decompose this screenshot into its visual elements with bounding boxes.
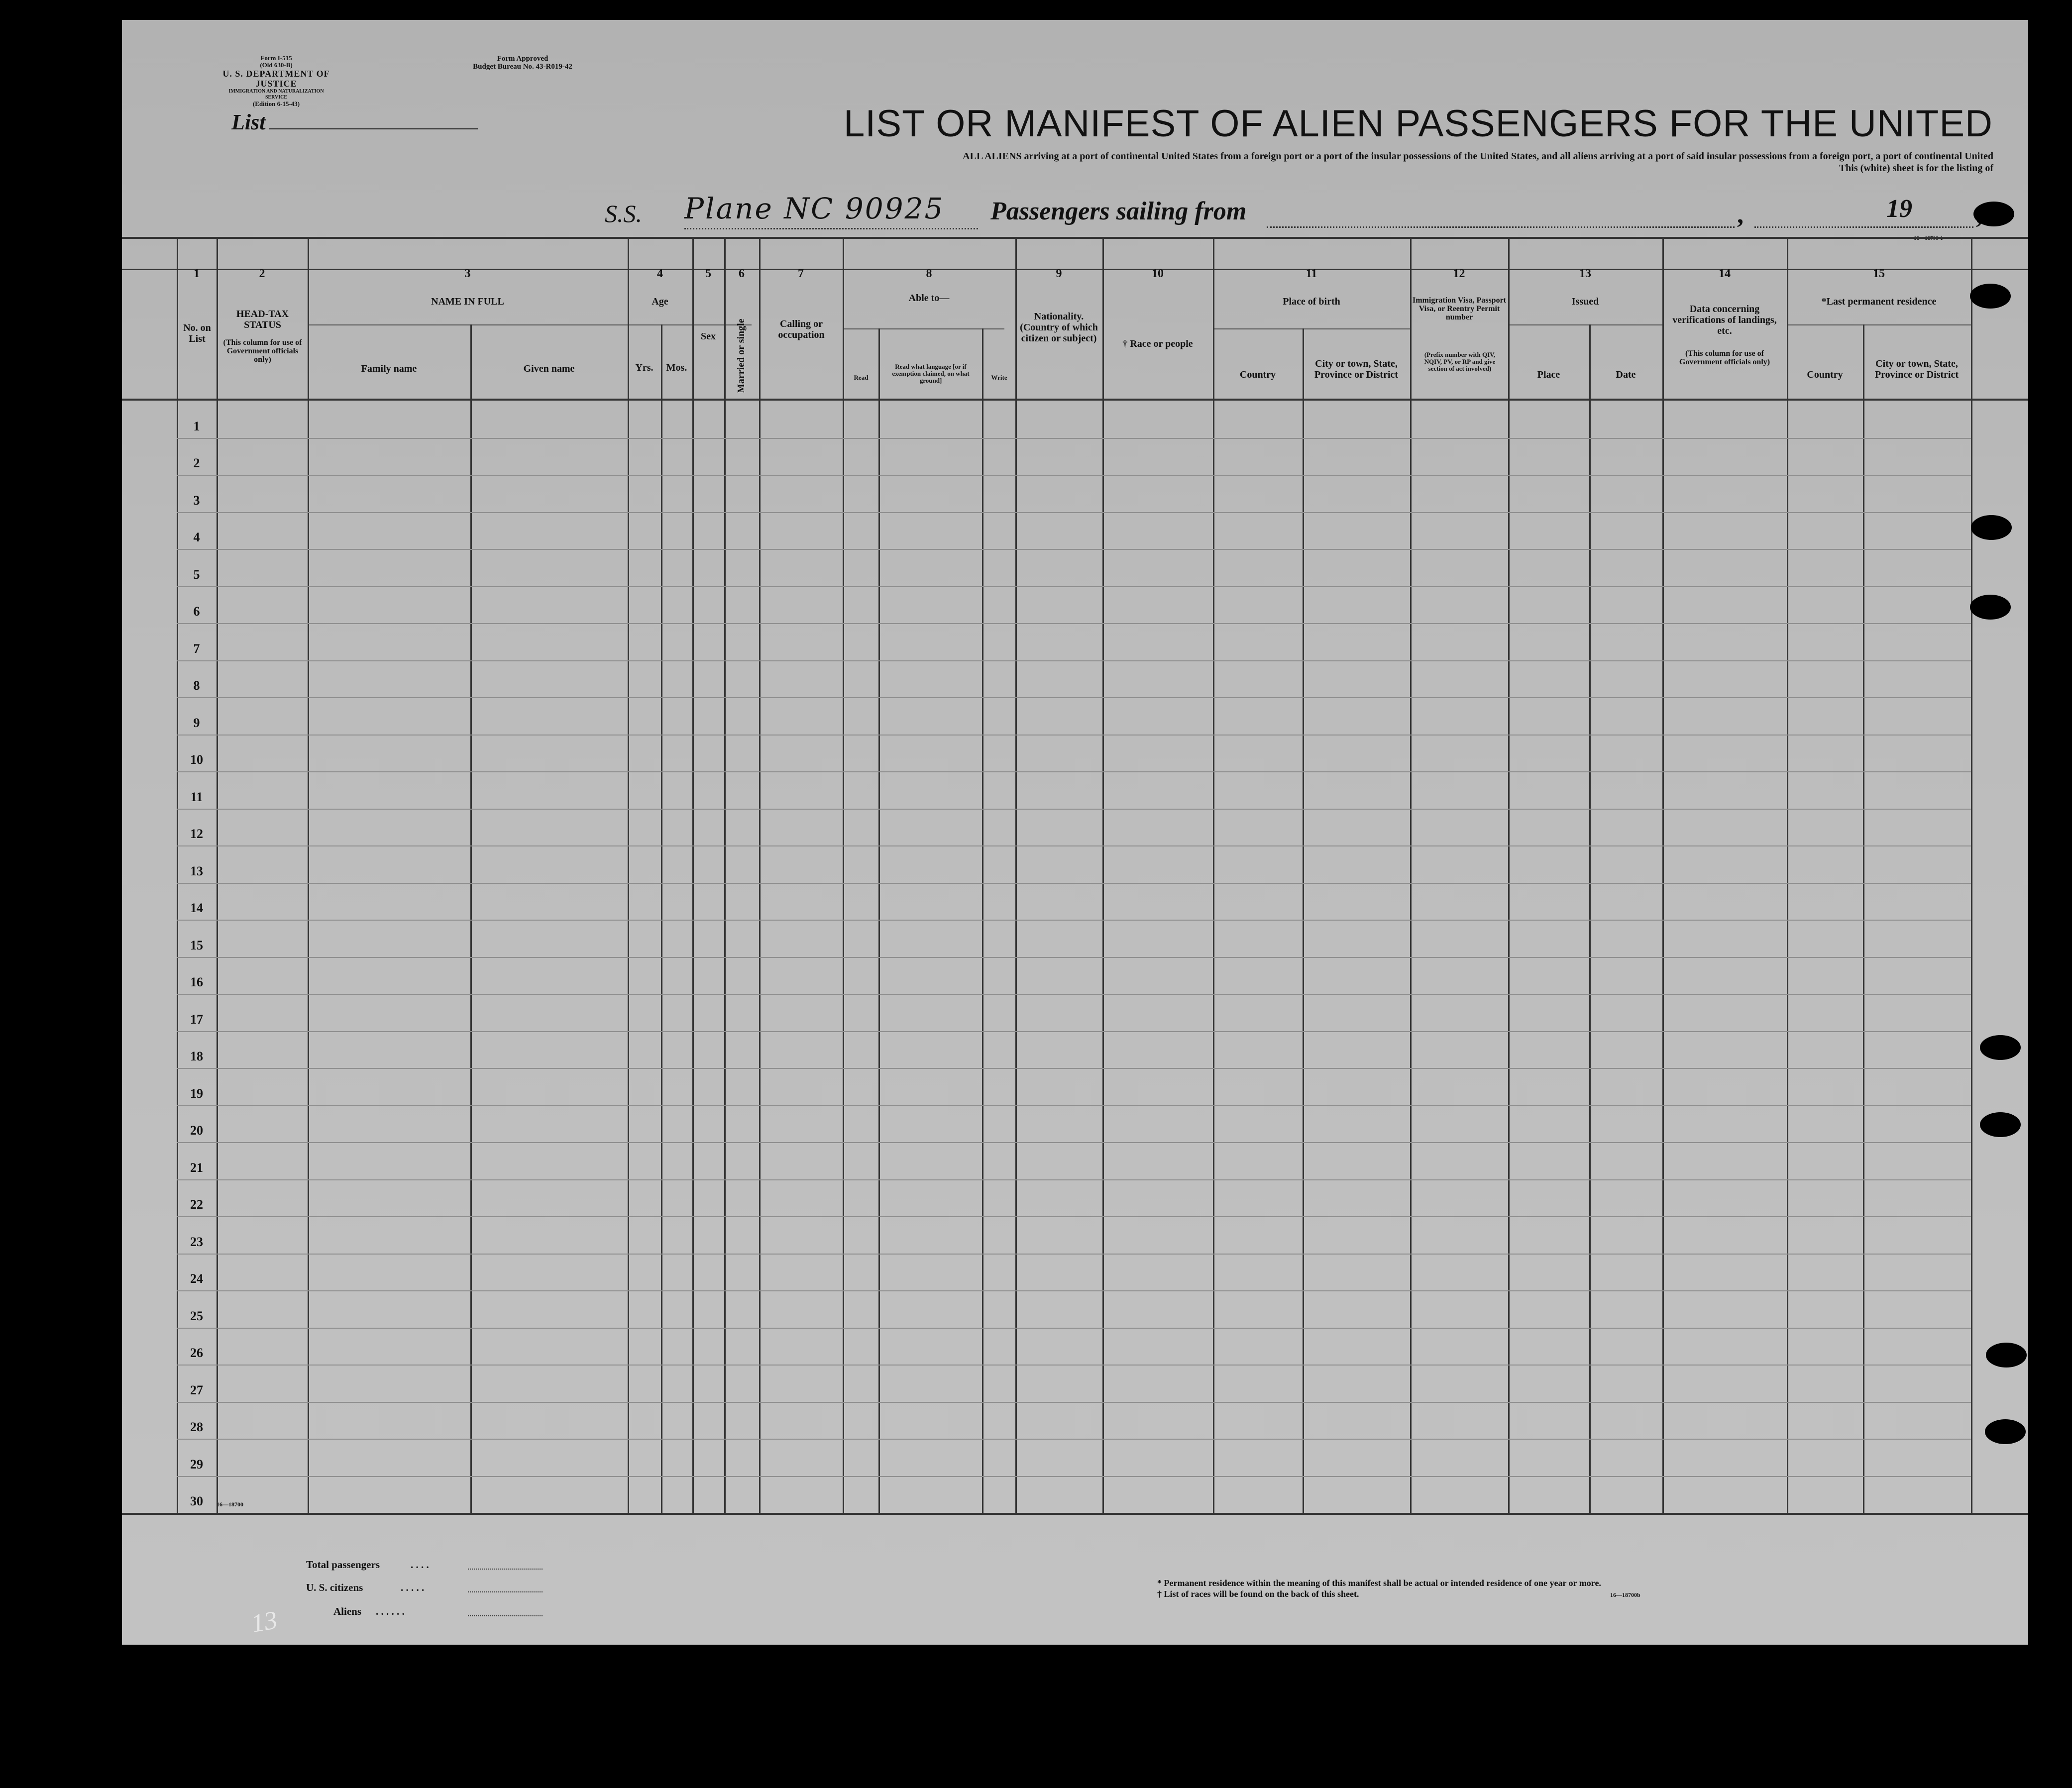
row-divider — [177, 771, 1971, 772]
column-number: 5 — [705, 267, 711, 280]
header-race: † Race or people — [1122, 338, 1193, 349]
footnote-print-code: 16—18700b — [1610, 1591, 1640, 1598]
sailing-from-label: Passengers sailing from — [990, 197, 1247, 225]
row-number: 25 — [190, 1309, 203, 1323]
col-border — [1662, 237, 1664, 1514]
header-issued: Issued — [1571, 296, 1599, 307]
row-divider — [177, 475, 1971, 476]
col-border — [1213, 237, 1214, 1514]
row-number: 3 — [193, 493, 200, 508]
column-number: 14 — [1719, 267, 1731, 280]
row-number: 29 — [190, 1457, 203, 1472]
row-number: 2 — [193, 456, 200, 470]
col-border — [628, 237, 629, 1514]
approval-text: Form Approved — [497, 55, 548, 63]
us-citizens-field[interactable] — [468, 1591, 543, 1592]
header-given-name: Given name — [523, 363, 575, 374]
row-divider — [177, 845, 1971, 846]
header-age-months: Mos. — [666, 362, 687, 373]
header-data-note: (This column for use of Government officials only) — [1679, 349, 1770, 366]
header-head-tax-note: (This column for use of Government officials only) — [223, 338, 302, 364]
col-border — [692, 237, 694, 1514]
service-name: IMMIGRATION AND NATURALIZATION SERVICE — [228, 89, 324, 100]
column-number: 15 — [1873, 267, 1885, 280]
row-number: 21 — [190, 1160, 203, 1175]
form-identification — [219, 55, 333, 107]
row-divider — [177, 697, 1971, 698]
header-sex: Sex — [701, 331, 716, 342]
header-residence-country: Country — [1807, 369, 1843, 380]
column-number: 12 — [1453, 267, 1465, 280]
row-number: 28 — [190, 1420, 203, 1434]
row-divider — [177, 920, 1971, 921]
row-number: 15 — [190, 938, 203, 952]
vessel-name-line — [684, 228, 978, 229]
row-divider — [177, 957, 1971, 958]
row-number: 13 — [190, 864, 203, 878]
punch-hole — [1970, 284, 2011, 309]
row-divider — [177, 1105, 1971, 1106]
row-divider — [177, 994, 1971, 995]
able-subheader-line — [843, 328, 1004, 329]
col-border — [878, 328, 880, 1514]
print-code: 16—18700 — [217, 1501, 243, 1508]
header-read: Read — [854, 374, 869, 381]
row-number: 7 — [193, 641, 200, 656]
row-divider — [177, 1068, 1971, 1069]
list-number-field[interactable] — [269, 128, 478, 129]
ss-label: S.S. — [605, 200, 642, 227]
leader-dots: . . . . . — [401, 1581, 425, 1593]
footnotes — [1157, 1578, 1601, 1599]
row-number: 14 — [190, 901, 203, 915]
header-write: Write — [991, 374, 1007, 381]
punch-hole — [1986, 1343, 2027, 1367]
header-married-single: Married or single — [736, 318, 747, 393]
aliens-field[interactable] — [468, 1615, 543, 1616]
row-divider — [177, 1142, 1971, 1143]
age-subheader-line — [628, 324, 692, 325]
col-border — [1971, 237, 1972, 1514]
department-name: U. S. DEPARTMENT OF JUSTICE — [222, 69, 330, 89]
row-divider — [177, 1031, 1971, 1032]
col-border — [982, 328, 983, 1514]
column-number: 3 — [464, 267, 471, 280]
col-border — [724, 237, 726, 1514]
col-border — [217, 237, 218, 1514]
row-number: 20 — [190, 1123, 203, 1138]
header-head-tax: HEAD-TAX STATUS — [236, 309, 289, 330]
column-number: 8 — [926, 267, 932, 280]
row-divider — [177, 1290, 1971, 1291]
footnote-races: † List of races will be found on the back of this sheet. — [1157, 1589, 1359, 1599]
row-number: 24 — [190, 1271, 203, 1286]
subtitle — [500, 150, 1993, 174]
header-data-concerning: Data concerning verifications of landings, etc. — [1672, 304, 1777, 336]
sailing-port-field[interactable] — [1267, 226, 1735, 228]
form-number: Form I-515 — [260, 54, 292, 62]
row-number: 8 — [193, 678, 200, 693]
row-divider — [177, 549, 1971, 550]
total-passengers-label: Total passengers — [306, 1559, 380, 1571]
header-name-in-full: NAME IN FULL — [431, 296, 504, 307]
col-border — [1303, 328, 1304, 1514]
header-age-years: Yrs. — [635, 362, 654, 373]
row-number: 4 — [193, 530, 200, 544]
col-border — [843, 237, 844, 1514]
row-divider — [177, 883, 1971, 884]
column-number: 7 — [798, 267, 804, 280]
col-border — [1508, 237, 1510, 1514]
header-able-to: Able to— — [908, 293, 950, 304]
leader-dots: . . . . . . — [376, 1605, 405, 1617]
row-number: 9 — [193, 716, 200, 730]
punch-hole — [1971, 515, 2012, 540]
total-passengers-field[interactable] — [468, 1569, 543, 1570]
us-citizens-label: U. S. citizens — [306, 1581, 363, 1593]
col-border — [1102, 237, 1104, 1514]
subtitle-line-2: This (white) sheet is for the listing of — [1839, 163, 1993, 174]
col-border — [1787, 237, 1788, 1514]
row-divider — [177, 586, 1971, 587]
footnote-permanent-residence: * Permanent residence within the meaning of this manifest shall be actual or intended residence of one year or more. — [1157, 1578, 1601, 1588]
row-number: 19 — [190, 1086, 203, 1101]
row-number: 16 — [190, 975, 203, 989]
column-number: 4 — [657, 267, 663, 280]
row-number: 1 — [193, 419, 200, 433]
table-bottom-border — [122, 1513, 2028, 1515]
row-number: 30 — [190, 1494, 203, 1508]
column-number: 10 — [1152, 267, 1164, 280]
form-approval — [440, 55, 605, 71]
col-border — [1015, 237, 1017, 1514]
header-birth-country: Country — [1239, 369, 1276, 380]
col-border — [177, 237, 178, 1514]
header-age: Age — [652, 296, 668, 307]
column-number: 1 — [194, 267, 200, 280]
header-last-residence: *Last permanent residence — [1821, 296, 1937, 307]
header-issued-date: Date — [1616, 369, 1636, 380]
row-divider — [177, 623, 1971, 624]
row-divider — [177, 512, 1971, 513]
manifest-sheet — [122, 20, 2028, 1645]
punch-hole — [1980, 1112, 2021, 1137]
row-divider — [177, 1179, 1971, 1180]
row-number: 22 — [190, 1197, 203, 1212]
row-divider — [177, 1402, 1971, 1403]
row-divider — [177, 735, 1971, 736]
row-number: 17 — [190, 1012, 203, 1027]
sailing-date-field[interactable] — [1754, 226, 1973, 228]
punch-hole — [1973, 202, 2014, 226]
header-nationality: Nationality. (Country of which citizen or subject) — [1020, 311, 1098, 344]
header-calling: Calling or occupation — [778, 318, 825, 340]
row-number: 12 — [190, 827, 203, 841]
header-read-language: Read what language [or if exemption claimed, on what ground] — [892, 363, 970, 384]
header-birth-city: City or town, State, Province or District — [1314, 358, 1399, 380]
row-divider — [177, 438, 1971, 439]
margin-handwritten-mark: 13 — [249, 1605, 280, 1639]
aliens-label: Aliens — [333, 1605, 362, 1617]
column-number: 2 — [259, 267, 265, 280]
column-number: 11 — [1306, 267, 1317, 280]
column-number: 6 — [739, 267, 745, 280]
leader-dots: . . . . — [411, 1559, 429, 1571]
row-divider — [177, 809, 1971, 810]
budget-bureau-number: Budget Bureau No. 43-R019-42 — [473, 63, 572, 71]
comma-separator: , — [1737, 201, 1744, 229]
birth-subheader-line — [1213, 328, 1410, 329]
residence-subheader-line — [1787, 324, 1971, 325]
column-number: 13 — [1579, 267, 1591, 280]
row-number: 23 — [190, 1235, 203, 1249]
header-place-of-birth: Place of birth — [1283, 296, 1340, 307]
form-edition: (Edition 6-15-43) — [252, 100, 300, 107]
row-divider — [177, 1439, 1971, 1440]
column-number: 9 — [1056, 267, 1062, 280]
punch-hole — [1985, 1419, 2026, 1444]
row-divider — [177, 1216, 1971, 1217]
punch-hole — [1980, 1035, 2021, 1060]
header-issued-place: Place — [1537, 369, 1560, 380]
row-divider — [177, 1365, 1971, 1366]
year-label: 19 — [1886, 195, 1912, 223]
header-visa-note: (Prefix number with QIV, NQIV, PV, or RP and give section of act involved) — [1424, 351, 1496, 372]
form-old-number: (Old 630-B) — [260, 61, 293, 69]
table-top-border — [122, 237, 2028, 239]
header-residence-city: City or town, State, Province or District — [1874, 358, 1959, 380]
col-border — [308, 237, 309, 1514]
punch-hole — [1970, 595, 2011, 620]
row-number: 5 — [193, 567, 200, 582]
row-number: 27 — [190, 1383, 203, 1397]
row-number: 26 — [190, 1346, 203, 1360]
row-divider — [177, 660, 1971, 661]
row-number: 6 — [193, 604, 200, 619]
vessel-name-handwritten[interactable]: Plane NC 90925 — [684, 192, 945, 225]
row-divider — [177, 1328, 1971, 1329]
col-border — [1410, 237, 1412, 1514]
row-number: 18 — [190, 1049, 203, 1063]
list-label: List — [231, 110, 266, 134]
header-bottom-border — [122, 399, 2028, 401]
page-title: LIST OR MANIFEST OF ALIEN PASSENGERS FOR THE UNITED — [844, 103, 1993, 145]
col-border — [759, 237, 761, 1514]
header-no-on-list: No. on List — [183, 322, 211, 344]
row-number: 11 — [190, 790, 203, 804]
header-visa: Immigration Visa, Passport Visa, or Reentry Permit number — [1413, 296, 1506, 321]
header-family-name: Family name — [361, 363, 417, 374]
subtitle-line-1: ALL ALIENS arriving at a port of continental United States from a foreign port or a port of the insular possessions of the United States, and all aliens arriving at a port of said insular possessions from a foreign port, a port of continental United — [963, 151, 1993, 162]
issued-subheader-line — [1508, 324, 1662, 325]
row-divider — [177, 1476, 1971, 1477]
row-divider — [177, 1254, 1971, 1255]
row-number: 10 — [190, 752, 203, 767]
